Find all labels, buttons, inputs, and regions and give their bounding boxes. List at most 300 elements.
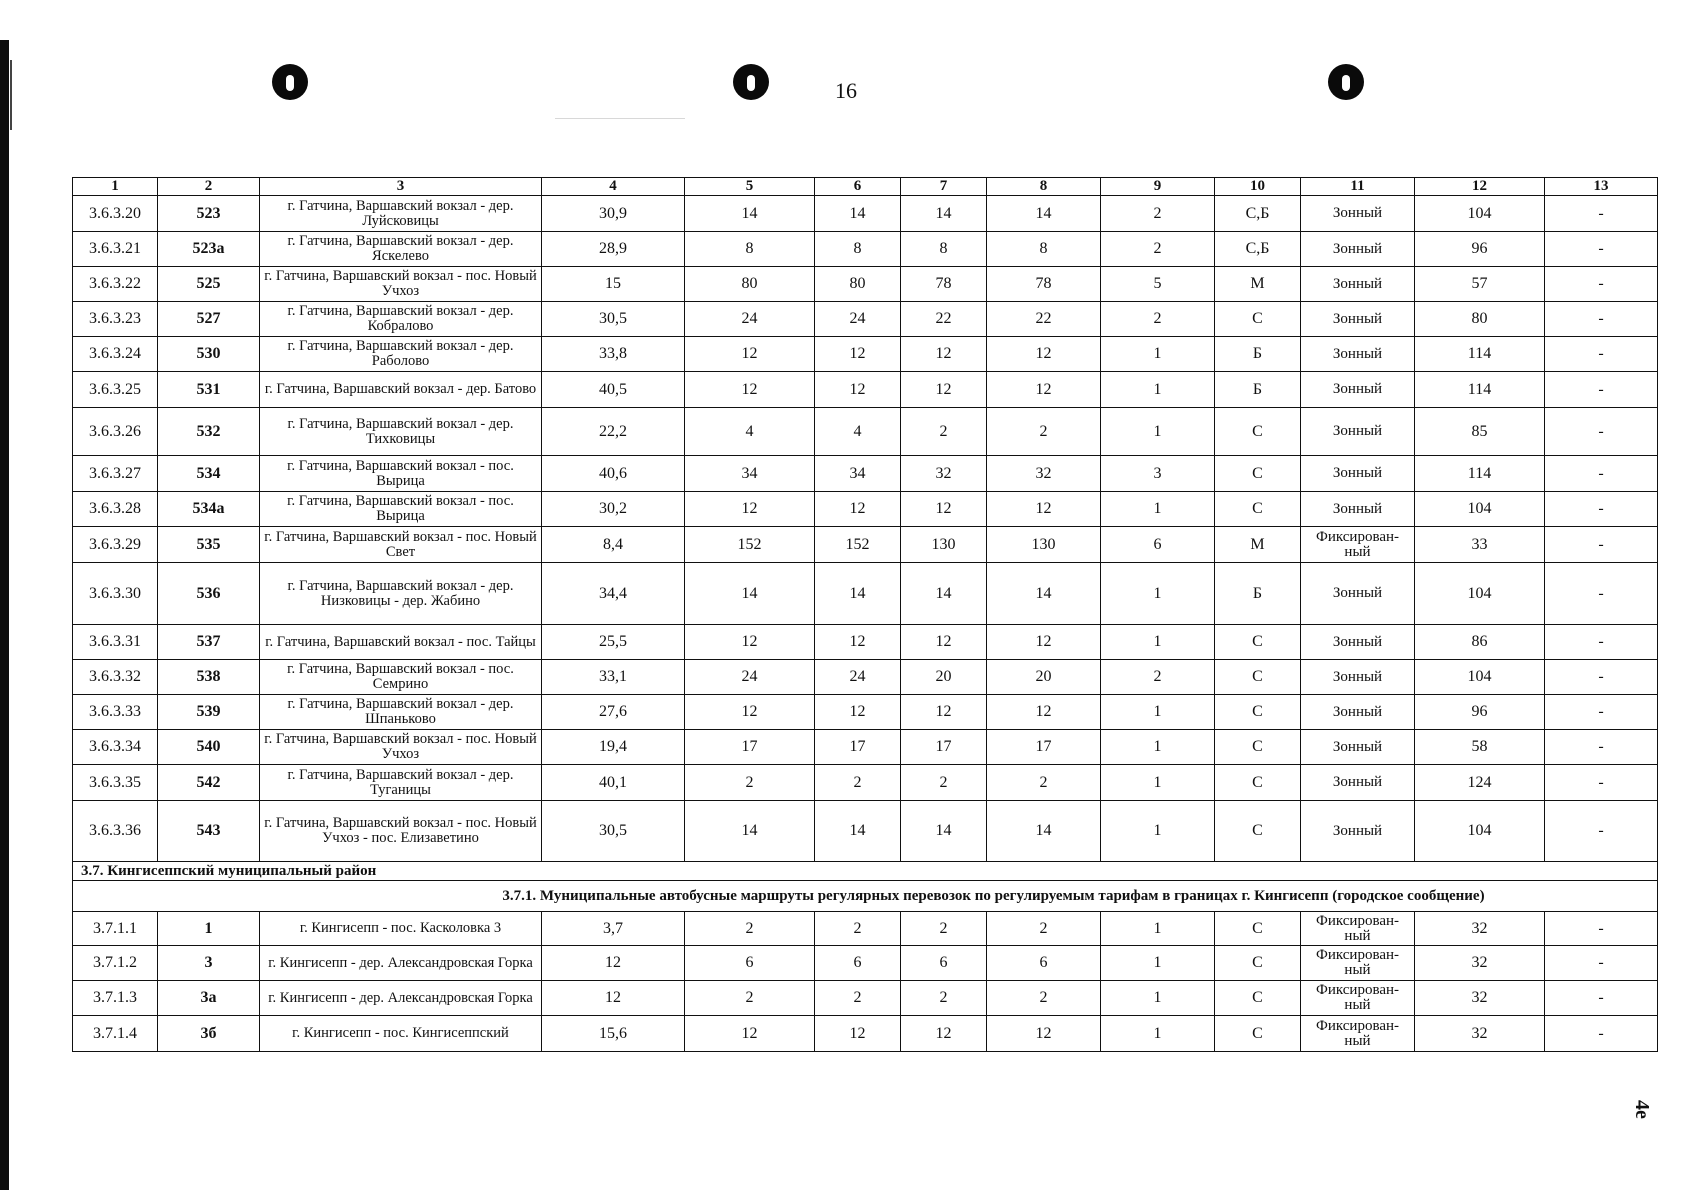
cell-col9: 2 — [1101, 302, 1215, 337]
cell-col5: 2 — [685, 912, 815, 946]
cell-col13: - — [1545, 801, 1658, 862]
cell-col5: 2 — [685, 981, 815, 1016]
cell-col7: 6 — [901, 946, 987, 981]
cell-col9: 1 — [1101, 912, 1215, 946]
cell-path: г. Гатчина, Варшавский вокзал - дер. Луйсковицы — [260, 196, 542, 232]
cell-col10: С,Б — [1215, 232, 1301, 267]
column-header: 4 — [542, 178, 685, 196]
scan-edge — [0, 40, 9, 1190]
cell-number: 3.7.1.1 — [73, 912, 158, 946]
cell-number: 3.6.3.21 — [73, 232, 158, 267]
column-header: 8 — [987, 178, 1101, 196]
column-header: 13 — [1545, 178, 1658, 196]
cell-col10: С — [1215, 492, 1301, 527]
cell-col10: М — [1215, 267, 1301, 302]
cell-number: 3.7.1.2 — [73, 946, 158, 981]
cell-col10: С — [1215, 912, 1301, 946]
cell-path: г. Гатчина, Варшавский вокзал - дер. Туганицы — [260, 765, 542, 801]
cell-col12: 114 — [1415, 456, 1545, 492]
cell-col11: Зонный — [1301, 196, 1415, 232]
cell-col10: Б — [1215, 337, 1301, 372]
cell-col4: 40,1 — [542, 765, 685, 801]
cell-col6: 8 — [815, 232, 901, 267]
table-row — [73, 456, 1658, 492]
cell-col9: 6 — [1101, 527, 1215, 563]
cell-col9: 2 — [1101, 660, 1215, 695]
table-row — [73, 801, 1658, 862]
cell-col6: 12 — [815, 695, 901, 730]
cell-col7: 12 — [901, 492, 987, 527]
cell-col9: 1 — [1101, 730, 1215, 765]
cell-col9: 1 — [1101, 372, 1215, 408]
cell-col4: 15 — [542, 267, 685, 302]
cell-col4: 30,5 — [542, 801, 685, 862]
cell-col8: 14 — [987, 801, 1101, 862]
cell-col7: 14 — [901, 563, 987, 625]
table-row — [73, 337, 1658, 372]
cell-route: 542 — [158, 765, 260, 801]
cell-route: 3б — [158, 1016, 260, 1052]
cell-col5: 12 — [685, 695, 815, 730]
punch-hole-right — [1328, 64, 1364, 100]
cell-col11: Зонный — [1301, 492, 1415, 527]
cell-col12: 96 — [1415, 232, 1545, 267]
cell-route: 534а — [158, 492, 260, 527]
cell-col7: 2 — [901, 912, 987, 946]
cell-route: 540 — [158, 730, 260, 765]
cell-col11: Фиксирован-ный — [1301, 527, 1415, 563]
column-header: 1 — [73, 178, 158, 196]
cell-col5: 12 — [685, 372, 815, 408]
cell-col4: 25,5 — [542, 625, 685, 660]
cell-path: г. Гатчина, Варшавский вокзал - дер. Яскелево — [260, 232, 542, 267]
cell-col5: 2 — [685, 765, 815, 801]
cell-path: г. Гатчина, Варшавский вокзал - пос. Тайцы — [260, 625, 542, 660]
table-row — [73, 1016, 1658, 1052]
cell-col12: 32 — [1415, 946, 1545, 981]
table-row — [73, 563, 1658, 625]
cell-col12: 114 — [1415, 337, 1545, 372]
cell-col11: Фиксирован-ный — [1301, 946, 1415, 981]
table-body — [73, 196, 1658, 1052]
cell-col7: 20 — [901, 660, 987, 695]
cell-col8: 32 — [987, 456, 1101, 492]
cell-number: 3.6.3.28 — [73, 492, 158, 527]
cell-route: 534 — [158, 456, 260, 492]
cell-col6: 12 — [815, 1016, 901, 1052]
cell-col4: 12 — [542, 946, 685, 981]
cell-col4: 3,7 — [542, 912, 685, 946]
page-number: 16 — [835, 78, 857, 103]
cell-col7: 12 — [901, 1016, 987, 1052]
cell-col9: 2 — [1101, 232, 1215, 267]
cell-number: 3.7.1.4 — [73, 1016, 158, 1052]
cell-col6: 12 — [815, 372, 901, 408]
cell-col13: - — [1545, 730, 1658, 765]
cell-col6: 152 — [815, 527, 901, 563]
cell-col7: 17 — [901, 730, 987, 765]
cell-col4: 33,8 — [542, 337, 685, 372]
cell-col7: 22 — [901, 302, 987, 337]
cell-col7: 14 — [901, 196, 987, 232]
cell-col10: С — [1215, 730, 1301, 765]
cell-col9: 3 — [1101, 456, 1215, 492]
cell-col11: Зонный — [1301, 695, 1415, 730]
column-header: 5 — [685, 178, 815, 196]
cell-path: г. Гатчина, Варшавский вокзал - пос. Новый Учхоз — [260, 267, 542, 302]
cell-col8: 12 — [987, 625, 1101, 660]
cell-col7: 2 — [901, 765, 987, 801]
cell-col6: 2 — [815, 765, 901, 801]
cell-col13: - — [1545, 337, 1658, 372]
cell-col8: 8 — [987, 232, 1101, 267]
column-header: 3 — [260, 178, 542, 196]
cell-path: г. Кингисепп - дер. Александровская Горка — [260, 981, 542, 1016]
cell-col7: 2 — [901, 981, 987, 1016]
table-row — [73, 981, 1658, 1016]
cell-col13: - — [1545, 660, 1658, 695]
cell-col10: Б — [1215, 372, 1301, 408]
cell-col13: - — [1545, 765, 1658, 801]
cell-col10: С — [1215, 946, 1301, 981]
cell-number: 3.6.3.25 — [73, 372, 158, 408]
cell-col6: 2 — [815, 912, 901, 946]
cell-col8: 6 — [987, 946, 1101, 981]
cell-col8: 12 — [987, 1016, 1101, 1052]
cell-col12: 85 — [1415, 408, 1545, 456]
cell-col13: - — [1545, 492, 1658, 527]
cell-route: 525 — [158, 267, 260, 302]
cell-col13: - — [1545, 563, 1658, 625]
cell-col8: 22 — [987, 302, 1101, 337]
cell-col13: - — [1545, 625, 1658, 660]
cell-col9: 2 — [1101, 196, 1215, 232]
cell-route: 3 — [158, 946, 260, 981]
cell-col6: 12 — [815, 492, 901, 527]
cell-col8: 2 — [987, 408, 1101, 456]
cell-col13: - — [1545, 456, 1658, 492]
cell-col7: 14 — [901, 801, 987, 862]
cell-col4: 28,9 — [542, 232, 685, 267]
cell-col5: 12 — [685, 1016, 815, 1052]
cell-col6: 14 — [815, 563, 901, 625]
cell-col10: С — [1215, 1016, 1301, 1052]
cell-col12: 104 — [1415, 563, 1545, 625]
cell-number: 3.6.3.31 — [73, 625, 158, 660]
table-row — [73, 492, 1658, 527]
cell-route: 536 — [158, 563, 260, 625]
cell-col9: 1 — [1101, 408, 1215, 456]
cell-col10: М — [1215, 527, 1301, 563]
cell-col12: 58 — [1415, 730, 1545, 765]
table-row — [73, 695, 1658, 730]
cell-col9: 1 — [1101, 765, 1215, 801]
cell-col12: 80 — [1415, 302, 1545, 337]
cell-route: 538 — [158, 660, 260, 695]
cell-route: 530 — [158, 337, 260, 372]
cell-number: 3.7.1.3 — [73, 981, 158, 1016]
cell-col10: С — [1215, 408, 1301, 456]
cell-col11: Фиксирован-ный — [1301, 912, 1415, 946]
cell-col12: 33 — [1415, 527, 1545, 563]
table-row — [73, 267, 1658, 302]
cell-col9: 1 — [1101, 801, 1215, 862]
section-row — [73, 862, 1658, 881]
cell-col11: Зонный — [1301, 765, 1415, 801]
cell-col5: 8 — [685, 232, 815, 267]
cell-col4: 8,4 — [542, 527, 685, 563]
cell-path: г. Гатчина, Варшавский вокзал - пос. Семрино — [260, 660, 542, 695]
cell-number: 3.6.3.32 — [73, 660, 158, 695]
cell-col13: - — [1545, 981, 1658, 1016]
header-rule — [555, 118, 685, 119]
cell-col13: - — [1545, 267, 1658, 302]
cell-col5: 14 — [685, 563, 815, 625]
cell-col10: С — [1215, 801, 1301, 862]
cell-col13: - — [1545, 196, 1658, 232]
subsection-row — [73, 881, 1658, 912]
cell-col5: 14 — [685, 801, 815, 862]
cell-col12: 104 — [1415, 801, 1545, 862]
cell-col4: 22,2 — [542, 408, 685, 456]
cell-col11: Зонный — [1301, 408, 1415, 456]
cell-number: 3.6.3.22 — [73, 267, 158, 302]
cell-route: 539 — [158, 695, 260, 730]
column-header: 2 — [158, 178, 260, 196]
cell-col11: Фиксирован-ный — [1301, 1016, 1415, 1052]
column-header: 6 — [815, 178, 901, 196]
cell-col11: Зонный — [1301, 730, 1415, 765]
cell-col4: 33,1 — [542, 660, 685, 695]
cell-col4: 19,4 — [542, 730, 685, 765]
cell-col8: 12 — [987, 372, 1101, 408]
cell-route: 527 — [158, 302, 260, 337]
cell-col9: 1 — [1101, 946, 1215, 981]
table-row — [73, 372, 1658, 408]
cell-col5: 4 — [685, 408, 815, 456]
section-title: 3.7. Кингисеппский муниципальный район — [73, 862, 1658, 881]
subsection-title: 3.7.1. Муниципальные автобусные маршруты регулярных перевозок по регулируемым тарифам в границах г. Кингисепп (городское сообщение) — [73, 881, 1658, 912]
cell-col6: 34 — [815, 456, 901, 492]
cell-col9: 1 — [1101, 1016, 1215, 1052]
cell-col9: 1 — [1101, 337, 1215, 372]
cell-col11: Зонный — [1301, 267, 1415, 302]
cell-col12: 96 — [1415, 695, 1545, 730]
table-row — [73, 232, 1658, 267]
cell-col7: 12 — [901, 625, 987, 660]
cell-col13: - — [1545, 302, 1658, 337]
cell-col11: Зонный — [1301, 337, 1415, 372]
cell-path: г. Гатчина, Варшавский вокзал - дер. Батово — [260, 372, 542, 408]
cell-number: 3.6.3.34 — [73, 730, 158, 765]
cell-col8: 14 — [987, 196, 1101, 232]
cell-col11: Зонный — [1301, 625, 1415, 660]
table-row — [73, 946, 1658, 981]
cell-col7: 32 — [901, 456, 987, 492]
cell-path: г. Гатчина, Варшавский вокзал - дер. Тихковицы — [260, 408, 542, 456]
cell-col4: 30,2 — [542, 492, 685, 527]
cell-col7: 8 — [901, 232, 987, 267]
cell-col5: 12 — [685, 337, 815, 372]
cell-col5: 152 — [685, 527, 815, 563]
cell-col13: - — [1545, 408, 1658, 456]
cell-col8: 78 — [987, 267, 1101, 302]
cell-col5: 12 — [685, 625, 815, 660]
cell-col10: С,Б — [1215, 196, 1301, 232]
cell-col7: 130 — [901, 527, 987, 563]
table-row — [73, 408, 1658, 456]
cell-route: 532 — [158, 408, 260, 456]
cell-col8: 17 — [987, 730, 1101, 765]
cell-col8: 2 — [987, 765, 1101, 801]
cell-col8: 12 — [987, 492, 1101, 527]
cell-col12: 32 — [1415, 912, 1545, 946]
cell-path: г. Гатчина, Варшавский вокзал - пос. Новый Свет — [260, 527, 542, 563]
cell-route: 531 — [158, 372, 260, 408]
side-mark: 4e — [1631, 1100, 1653, 1119]
cell-col13: - — [1545, 695, 1658, 730]
cell-col10: Б — [1215, 563, 1301, 625]
cell-col10: С — [1215, 765, 1301, 801]
cell-col12: 104 — [1415, 196, 1545, 232]
cell-number: 3.6.3.36 — [73, 801, 158, 862]
cell-col5: 17 — [685, 730, 815, 765]
cell-col9: 5 — [1101, 267, 1215, 302]
cell-col4: 30,5 — [542, 302, 685, 337]
cell-path: г. Гатчина, Варшавский вокзал - пос. Вырица — [260, 492, 542, 527]
cell-col12: 124 — [1415, 765, 1545, 801]
cell-path: г. Кингисепп - пос. Касколовка 3 — [260, 912, 542, 946]
cell-col12: 32 — [1415, 981, 1545, 1016]
header-row — [73, 178, 1658, 196]
table-row — [73, 625, 1658, 660]
cell-col9: 1 — [1101, 695, 1215, 730]
cell-col5: 14 — [685, 196, 815, 232]
cell-col11: Зонный — [1301, 660, 1415, 695]
cell-col10: С — [1215, 625, 1301, 660]
table-row — [73, 660, 1658, 695]
cell-col8: 130 — [987, 527, 1101, 563]
cell-route: 523а — [158, 232, 260, 267]
cell-col10: С — [1215, 695, 1301, 730]
cell-path: г. Гатчина, Варшавский вокзал - дер. Раболово — [260, 337, 542, 372]
cell-route: 3а — [158, 981, 260, 1016]
table-row — [73, 730, 1658, 765]
cell-col4: 12 — [542, 981, 685, 1016]
cell-col12: 114 — [1415, 372, 1545, 408]
cell-col11: Зонный — [1301, 372, 1415, 408]
table-row — [73, 912, 1658, 946]
column-header: 10 — [1215, 178, 1301, 196]
cell-path: г. Кингисепп - дер. Александровская Горка — [260, 946, 542, 981]
cell-col10: С — [1215, 302, 1301, 337]
cell-col6: 24 — [815, 302, 901, 337]
cell-col11: Фиксирован-ный — [1301, 981, 1415, 1016]
table-row — [73, 302, 1658, 337]
punch-hole-center — [733, 64, 769, 100]
cell-col6: 80 — [815, 267, 901, 302]
cell-col6: 12 — [815, 625, 901, 660]
cell-path: г. Гатчина, Варшавский вокзал - пос. Новый Учхоз — [260, 730, 542, 765]
cell-col6: 14 — [815, 196, 901, 232]
cell-col11: Зонный — [1301, 302, 1415, 337]
cell-col10: С — [1215, 660, 1301, 695]
cell-col4: 27,6 — [542, 695, 685, 730]
cell-col4: 34,4 — [542, 563, 685, 625]
column-header: 9 — [1101, 178, 1215, 196]
cell-col7: 12 — [901, 695, 987, 730]
cell-col13: - — [1545, 232, 1658, 267]
column-header: 7 — [901, 178, 987, 196]
table-row — [73, 765, 1658, 801]
scan-edge-mark — [10, 60, 12, 130]
column-header: 12 — [1415, 178, 1545, 196]
cell-number: 3.6.3.27 — [73, 456, 158, 492]
cell-col12: 86 — [1415, 625, 1545, 660]
cell-path: г. Гатчина, Варшавский вокзал - дер. Шпаньково — [260, 695, 542, 730]
cell-path: г. Гатчина, Варшавский вокзал - пос. Вырица — [260, 456, 542, 492]
cell-path: г. Гатчина, Варшавский вокзал - дер. Низковицы - дер. Жабино — [260, 563, 542, 625]
cell-col12: 104 — [1415, 660, 1545, 695]
cell-col8: 12 — [987, 695, 1101, 730]
cell-route: 1 — [158, 912, 260, 946]
cell-col4: 40,6 — [542, 456, 685, 492]
cell-col9: 1 — [1101, 981, 1215, 1016]
cell-col13: - — [1545, 372, 1658, 408]
cell-route: 535 — [158, 527, 260, 563]
cell-col8: 2 — [987, 912, 1101, 946]
cell-col13: - — [1545, 1016, 1658, 1052]
cell-col5: 24 — [685, 302, 815, 337]
cell-col13: - — [1545, 527, 1658, 563]
cell-col6: 4 — [815, 408, 901, 456]
cell-path: г. Гатчина, Варшавский вокзал - дер. Кобралово — [260, 302, 542, 337]
cell-number: 3.6.3.29 — [73, 527, 158, 563]
cell-number: 3.6.3.33 — [73, 695, 158, 730]
cell-col6: 17 — [815, 730, 901, 765]
cell-col11: Зонный — [1301, 456, 1415, 492]
cell-col12: 57 — [1415, 267, 1545, 302]
cell-col8: 14 — [987, 563, 1101, 625]
cell-col7: 2 — [901, 408, 987, 456]
cell-col6: 6 — [815, 946, 901, 981]
cell-number: 3.6.3.26 — [73, 408, 158, 456]
table-row — [73, 196, 1658, 232]
cell-col9: 1 — [1101, 492, 1215, 527]
cell-col6: 24 — [815, 660, 901, 695]
cell-col9: 1 — [1101, 563, 1215, 625]
cell-col6: 12 — [815, 337, 901, 372]
cell-path: г. Гатчина, Варшавский вокзал - пос. Новый Учхоз - пос. Елизаветино — [260, 801, 542, 862]
cell-col7: 78 — [901, 267, 987, 302]
cell-col6: 14 — [815, 801, 901, 862]
cell-col13: - — [1545, 912, 1658, 946]
cell-col7: 12 — [901, 372, 987, 408]
cell-col4: 15,6 — [542, 1016, 685, 1052]
cell-col5: 34 — [685, 456, 815, 492]
cell-col8: 2 — [987, 981, 1101, 1016]
cell-route: 543 — [158, 801, 260, 862]
cell-number: 3.6.3.24 — [73, 337, 158, 372]
cell-col5: 12 — [685, 492, 815, 527]
table-row — [73, 527, 1658, 563]
cell-col5: 80 — [685, 267, 815, 302]
routes-table — [72, 177, 1658, 1052]
cell-col9: 1 — [1101, 625, 1215, 660]
column-header: 11 — [1301, 178, 1415, 196]
cell-col13: - — [1545, 946, 1658, 981]
cell-col11: Зонный — [1301, 801, 1415, 862]
